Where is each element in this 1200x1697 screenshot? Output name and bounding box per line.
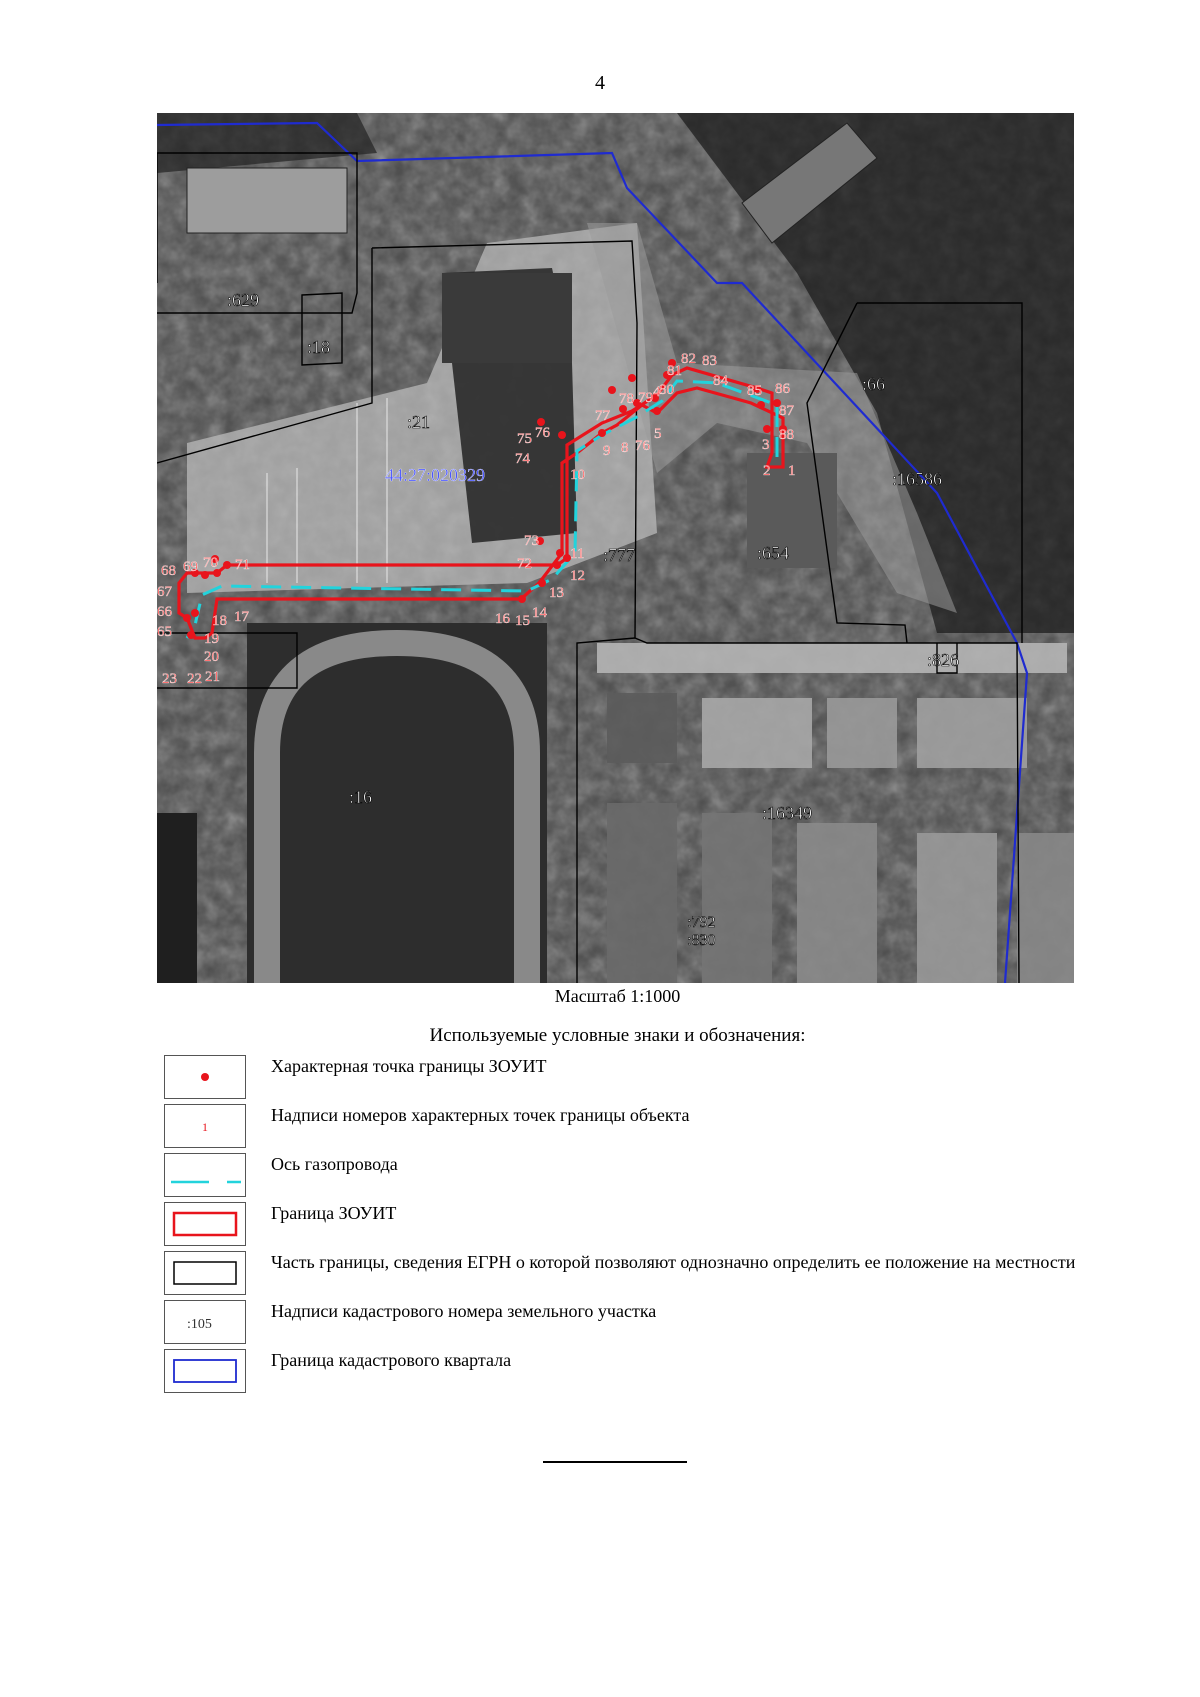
scale-label: Масштаб 1:1000 bbox=[554, 986, 681, 1006]
svg-text::105: :105 bbox=[187, 1317, 212, 1332]
point-label-79: 79 bbox=[638, 390, 653, 406]
point-label-65: 65 bbox=[157, 624, 172, 640]
point-label-77: 77 bbox=[595, 408, 610, 424]
point-label-10: 10 bbox=[570, 467, 585, 483]
legend-item-gas-axis bbox=[164, 1153, 1084, 1199]
point-label-67: 67 bbox=[157, 584, 172, 600]
point-label-20: 20 bbox=[204, 649, 219, 665]
point-label-78: 78 bbox=[619, 391, 634, 407]
legend-text: Надписи кадастрового номера земельного участка bbox=[271, 1301, 657, 1321]
cadastral-number-icon bbox=[164, 1300, 246, 1344]
point-label-80: 80 bbox=[659, 382, 674, 398]
legend-item-cadastral-number bbox=[164, 1300, 1084, 1346]
parcel-label-654: :654 bbox=[757, 543, 790, 563]
legend-text: Граница кадастрового квартала bbox=[271, 1350, 512, 1370]
parcel-label-16349: :16349 bbox=[762, 803, 813, 823]
point-label-13: 13 bbox=[549, 585, 564, 601]
point-label-70: 70 bbox=[203, 555, 218, 571]
red-dot-icon bbox=[164, 1055, 246, 1099]
point-label-82: 82 bbox=[681, 351, 696, 367]
point-label-18: 18 bbox=[212, 613, 227, 629]
footnote-divider bbox=[543, 1461, 687, 1463]
point-label-73: 73 bbox=[524, 533, 539, 549]
point-label-83: 83 bbox=[702, 353, 717, 369]
point-label-3: 3 bbox=[762, 437, 770, 453]
point-label-8: 8 bbox=[621, 440, 629, 456]
parcel-label-777: :777 bbox=[603, 545, 636, 565]
point-label-76b: 76 bbox=[635, 438, 650, 454]
point-label-85: 85 bbox=[747, 383, 762, 399]
point-label-68: 68 bbox=[161, 563, 176, 579]
block-number-label: 44:27:020329 bbox=[385, 465, 486, 485]
legend-text: Граница ЗОУИТ bbox=[271, 1203, 397, 1223]
parcel-label-16: :16 bbox=[349, 787, 373, 807]
black-rect-icon bbox=[164, 1251, 246, 1295]
cadastral-map bbox=[157, 113, 1074, 983]
point-label-76: 76 bbox=[535, 425, 550, 441]
svg-text:1: 1 bbox=[202, 1120, 208, 1134]
legend-item-zouit-border bbox=[164, 1202, 1084, 1248]
point-label-69: 69 bbox=[183, 559, 198, 575]
point-label-2: 2 bbox=[763, 463, 771, 479]
cyan-dash-icon bbox=[164, 1153, 246, 1197]
parcel-label-792: :792 bbox=[687, 914, 716, 931]
point-label-84: 84 bbox=[713, 373, 728, 389]
legend-text: Характерная точка границы ЗОУИТ bbox=[271, 1056, 547, 1076]
red-rect-icon bbox=[164, 1202, 246, 1246]
point-label-88: 88 bbox=[779, 427, 794, 443]
point-label-19: 19 bbox=[204, 631, 219, 647]
page-number: 4 bbox=[595, 72, 605, 94]
point-label-11: 11 bbox=[570, 546, 585, 562]
point-label-72: 72 bbox=[517, 556, 532, 572]
parcel-label-16586: :16586 bbox=[892, 469, 943, 489]
point-label-74: 74 bbox=[515, 451, 530, 467]
point-label-14: 14 bbox=[532, 605, 547, 621]
parcel-label-629: :629 bbox=[227, 290, 260, 310]
legend-text: Надписи номеров характерных точек границы объекта bbox=[271, 1105, 690, 1125]
point-label-4: 4 bbox=[653, 384, 661, 400]
point-label-87: 87 bbox=[779, 403, 794, 419]
legend-title: Используемые условные знаки и обозначения: bbox=[429, 1025, 806, 1046]
point-label-17: 17 bbox=[234, 609, 249, 625]
point-label-21: 21 bbox=[205, 669, 220, 685]
point-label-86: 86 bbox=[775, 381, 790, 397]
point-label-5: 5 bbox=[654, 426, 662, 442]
point-label-12: 12 bbox=[570, 568, 585, 584]
parcel-label-830: :830 bbox=[687, 932, 716, 949]
legend-item-point-number bbox=[164, 1104, 1084, 1150]
point-label-16: 16 bbox=[495, 611, 510, 627]
point-label-71: 71 bbox=[235, 557, 250, 573]
blue-rect-icon bbox=[164, 1349, 246, 1393]
map-svg bbox=[157, 113, 1074, 983]
parcel-label-18: :18 bbox=[307, 337, 331, 357]
point-label-75: 75 bbox=[517, 431, 532, 447]
legend-text: Часть границы, сведения ЕГРН о которой позволяют однозначно определить ее положение на местности bbox=[271, 1252, 1076, 1272]
point-label-1: 1 bbox=[788, 463, 796, 479]
legend-item-point bbox=[164, 1055, 1084, 1101]
point-label-81: 81 bbox=[667, 363, 682, 379]
point-label-22: 22 bbox=[187, 671, 202, 687]
red-number-icon bbox=[164, 1104, 246, 1148]
point-label-23: 23 bbox=[162, 671, 177, 687]
building-northwest bbox=[187, 168, 347, 233]
parcel-label-826: :826 bbox=[927, 650, 960, 670]
legend-item-egrn-border bbox=[164, 1251, 1084, 1297]
legend-item-block-border bbox=[164, 1349, 1084, 1395]
point-label-15: 15 bbox=[515, 613, 530, 629]
point-label-66: 66 bbox=[157, 604, 172, 620]
parcel-label-21: :21 bbox=[407, 412, 431, 432]
point-label-9: 9 bbox=[603, 443, 611, 459]
parcel-label-66: :66 bbox=[862, 374, 886, 394]
legend-text: Ось газопровода bbox=[271, 1154, 398, 1174]
